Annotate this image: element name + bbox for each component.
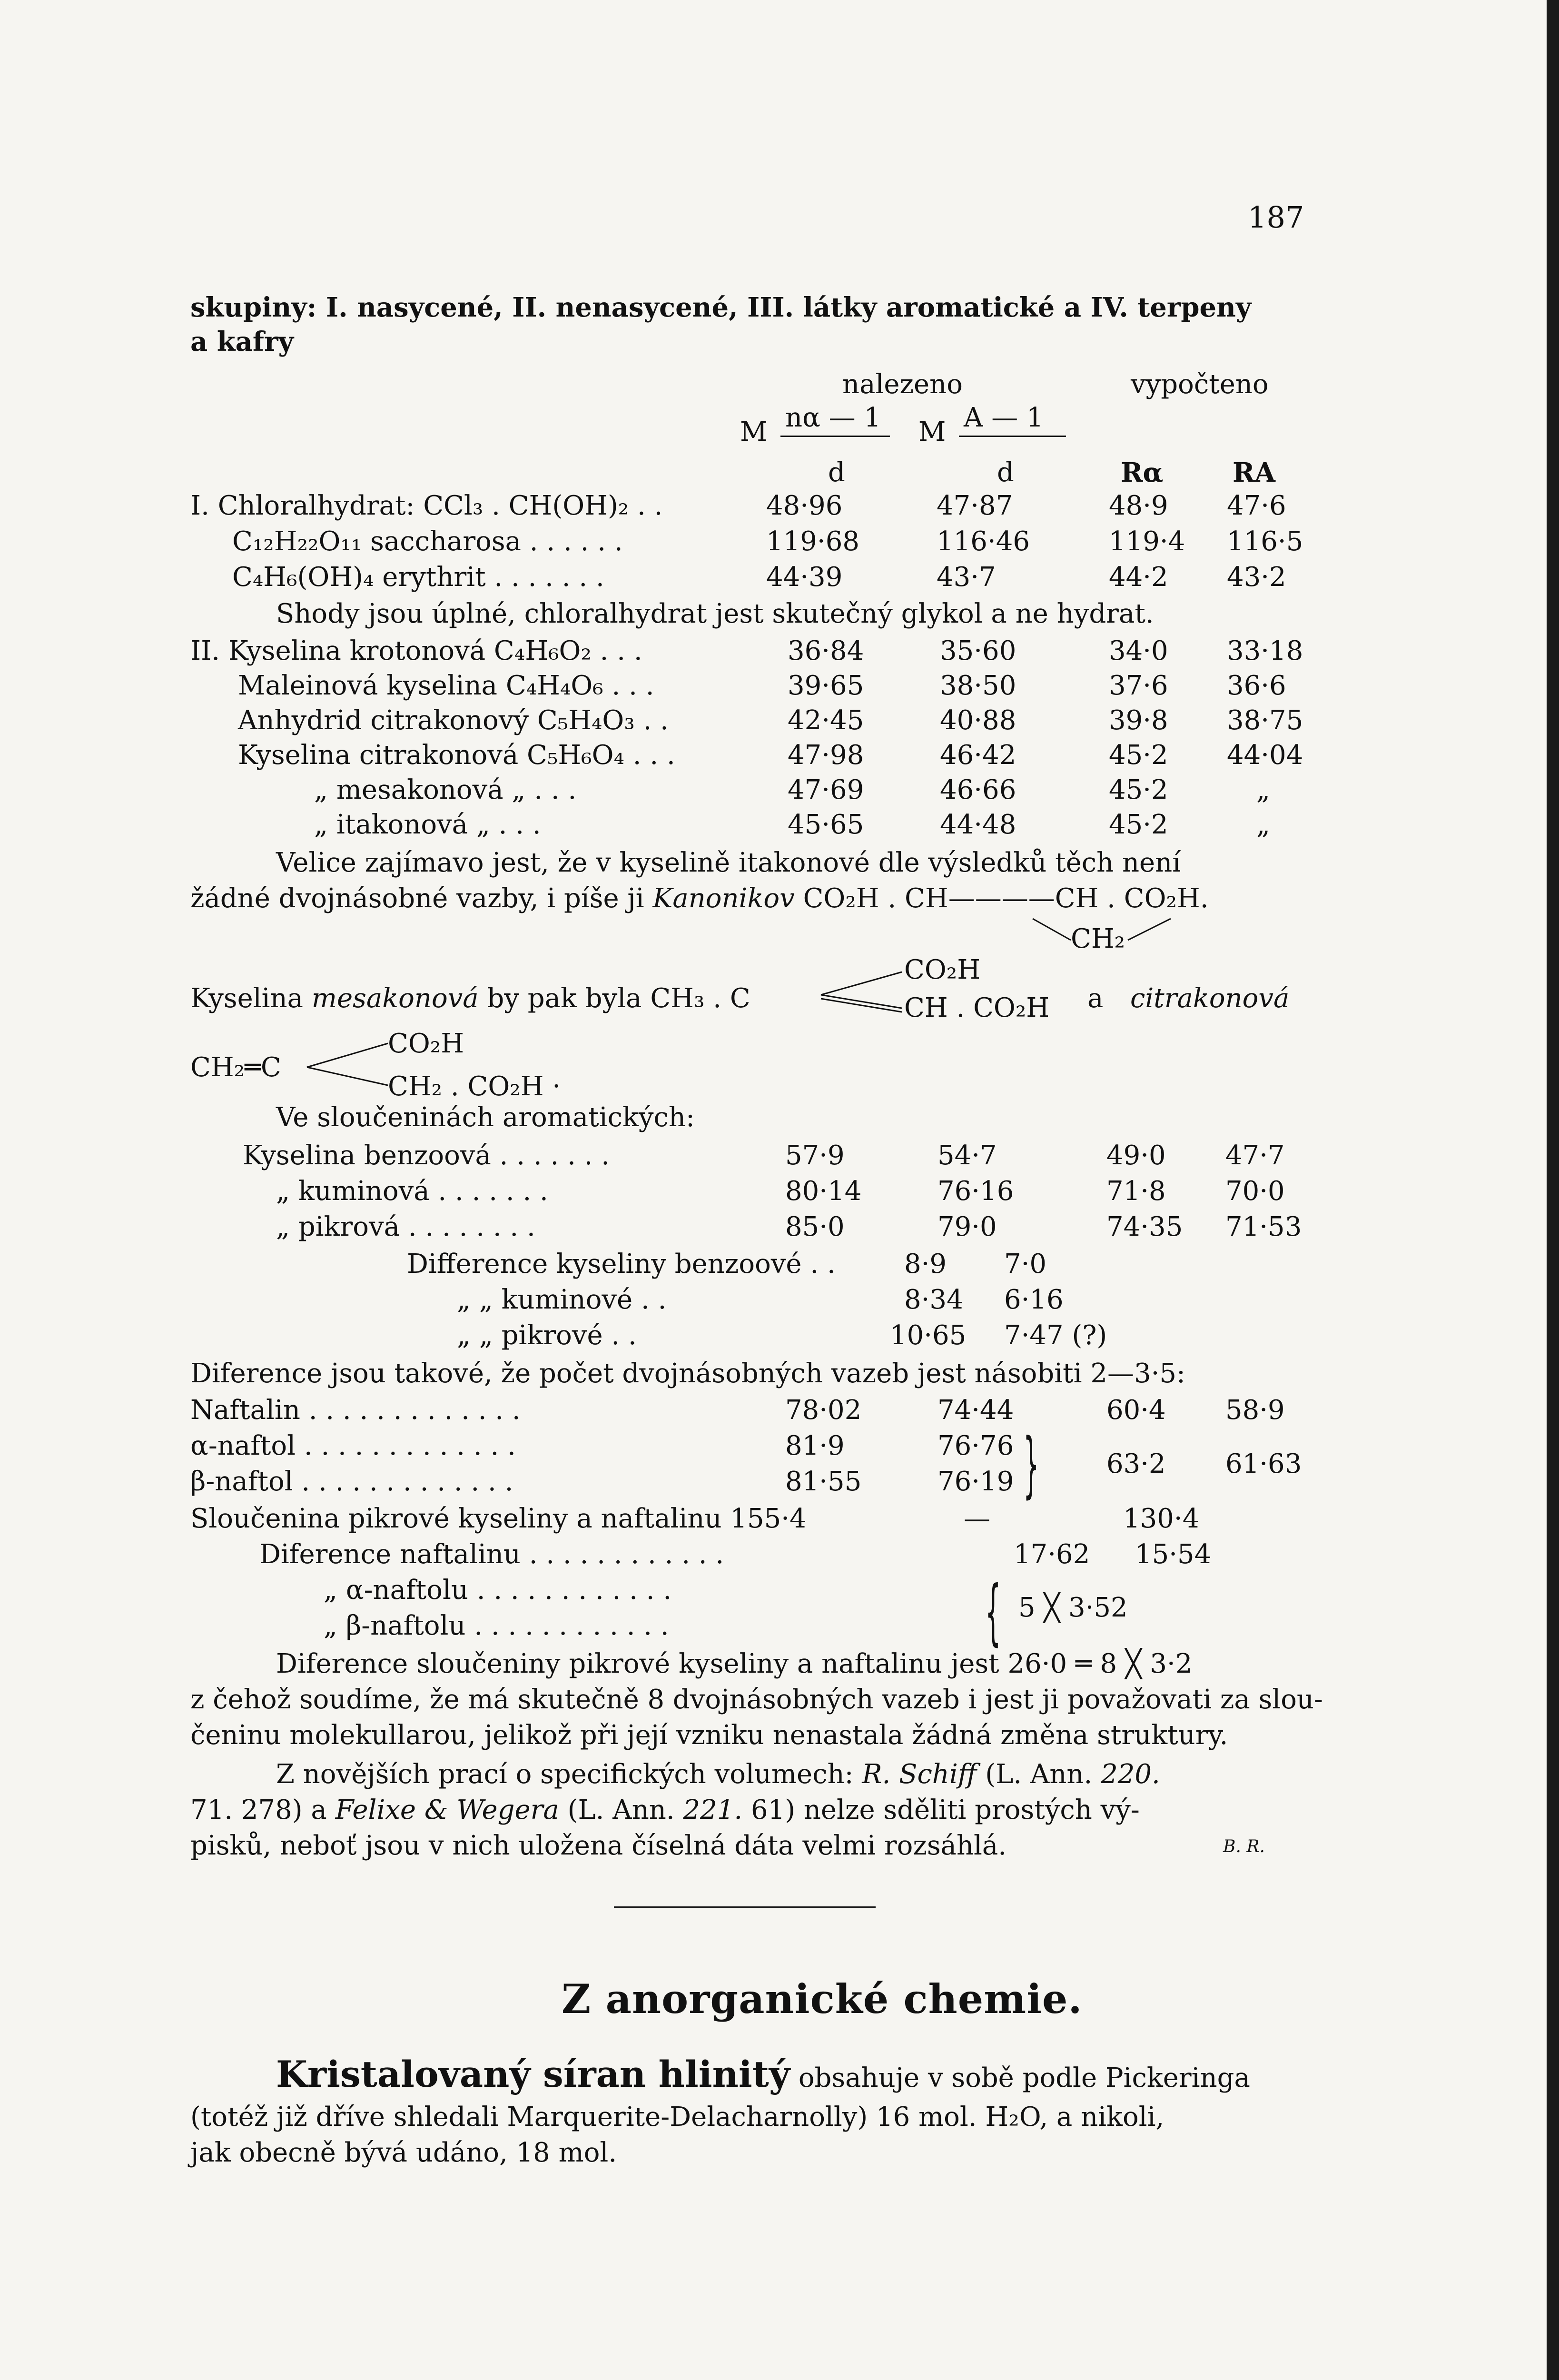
final-bold: Kristalovaný síran hlinitý xyxy=(276,2053,790,2095)
g2-r2-label: Maleinová kyselina C₄H₄O₆ . . . xyxy=(238,670,654,701)
diff-r2-label: „ „ kuminové . . xyxy=(457,1284,667,1315)
g2-r5-v2: 46·66 xyxy=(940,774,1016,805)
g4-r2-label: α-naftol . . . . . . . . . . . . . xyxy=(190,1430,516,1461)
g4-r1-label: Naftalin . . . . . . . . . . . . . xyxy=(190,1395,521,1426)
g4-r1-v2: 74·44 xyxy=(937,1395,1014,1426)
diff-r1-a: 8·9 xyxy=(904,1249,947,1279)
header-r-alpha: Rα xyxy=(1121,457,1164,488)
g2-r6-label: „ itakonová „ . . . xyxy=(314,809,541,840)
header-vypocteno: vypočteno xyxy=(1131,369,1269,400)
diff-r1-b: 7·0 xyxy=(1004,1249,1047,1279)
itakon-line-1: Velice zajímavo jest, že v kyselině itakonové dle výsledků těch není xyxy=(276,847,1181,878)
g3-r3-v2: 79·0 xyxy=(937,1211,997,1242)
g3-r3-v3: 74·35 xyxy=(1106,1211,1183,1242)
g1-r3-v1: 44·39 xyxy=(766,562,843,593)
diff-r3-b: 7·47 (?) xyxy=(1004,1320,1107,1351)
mesakon-line xyxy=(190,985,750,1012)
frac2-num: A — 1 xyxy=(964,402,1044,433)
g3-r1-v3: 49·0 xyxy=(1106,1140,1166,1171)
mesakon-conj: a xyxy=(1087,983,1104,1014)
g1-r3-v3: 44·2 xyxy=(1109,562,1168,593)
g2-r3-v2: 40·88 xyxy=(940,705,1016,736)
g1-r3-v2: 43·7 xyxy=(937,562,996,593)
refs-line-1 xyxy=(276,1761,1160,1788)
frac1-den: d xyxy=(828,457,845,488)
g2-r1-v4: 33·18 xyxy=(1227,635,1303,666)
g2-r4-v3: 45·2 xyxy=(1109,740,1168,771)
g4-r1-v4: 58·9 xyxy=(1225,1395,1285,1426)
g2-r1-v1: 36·84 xyxy=(788,635,864,666)
pdiff-r2-label: „ α-naftolu . . . . . . . . . . . . xyxy=(324,1575,672,1606)
refs-p2b: (L. Ann. xyxy=(567,1795,675,1825)
header-nalezeno: nalezeno xyxy=(842,369,963,400)
g2-r2-v2: 38·50 xyxy=(940,670,1016,701)
g1-r1-v3: 48·9 xyxy=(1109,490,1168,521)
pdiff-r1-label: Diference naftalinu . . . . . . . . . . . . xyxy=(259,1539,724,1570)
refs-p1b: (L. Ann. xyxy=(985,1759,1093,1790)
g4-r2-v1: 81·9 xyxy=(785,1430,845,1461)
citrakon-left: CH₂═C xyxy=(190,1052,281,1083)
g1-r2-v3: 119·4 xyxy=(1109,526,1185,557)
aromatic-heading: Ve sloučeninách aromatických: xyxy=(276,1102,695,1133)
frac2-den: d xyxy=(997,457,1014,488)
itakon-line-2a: žádné dvojnásobné vazby, i píše ji xyxy=(190,883,644,914)
g2-r6-v1: 45·65 xyxy=(788,809,864,840)
mesakon-bonds xyxy=(819,966,904,1014)
conclusion-line-3: čeninu molekullarou, jelikož při její vzniku nenastala žádná změna struktury. xyxy=(190,1720,1228,1751)
g2-r3-v1: 42·45 xyxy=(788,705,864,736)
mesakon-top: CO₂H xyxy=(904,954,981,985)
g2-r5-v4: „ xyxy=(1256,774,1271,805)
frac1-line xyxy=(780,436,890,437)
g2-r1-label: II. Kyselina krotonová C₄H₆O₂ . . . xyxy=(190,635,642,666)
naftol-v4: 61·63 xyxy=(1225,1448,1302,1479)
g1-r1-label: I. Chloralhydrat: CCl₃ . CH(OH)₂ . . xyxy=(190,490,663,521)
section-title: Z anorganické chemie. xyxy=(562,1975,1083,2023)
g2-r3-v4: 38·75 xyxy=(1227,705,1303,736)
frac1-m: M xyxy=(740,416,768,447)
final-line-1 xyxy=(276,2053,1250,2095)
refs-p2d: 61) nelze sděliti prostých vý- xyxy=(750,1795,1140,1825)
pdiff-r1-b: 15·54 xyxy=(1135,1539,1212,1570)
page-number: 187 xyxy=(1248,200,1304,235)
g1-r2-label: C₁₂H₂₂O₁₁ saccharosa . . . . . . xyxy=(232,526,623,557)
picrate-v3: 130·4 xyxy=(1123,1503,1200,1534)
g2-r2-v4: 36·6 xyxy=(1227,670,1286,701)
g3-r1-v4: 47·7 xyxy=(1225,1140,1285,1171)
diff-r3-a: 10·65 xyxy=(890,1320,967,1351)
refs-line-2 xyxy=(190,1797,1140,1824)
g4-r3-v2: 76·19 xyxy=(937,1466,1014,1497)
intro-line-1: skupiny: I. nasycené, II. nenasycené, III. látky aromatické a IV. terpeny xyxy=(190,292,1252,323)
itakon-formula: CO₂H . CH————CH . CO₂H. xyxy=(803,883,1209,914)
g3-r3-v1: 85·0 xyxy=(785,1211,845,1242)
naftol-brace: } xyxy=(1023,1423,1039,1506)
mesakon-bottom: CH . CO₂H xyxy=(904,992,1050,1023)
citrakon-bottom: CH₂ . CO₂H · xyxy=(388,1071,561,1102)
g2-r6-v4: „ xyxy=(1256,809,1271,840)
mesakon-prefix: Kyselina xyxy=(190,983,304,1014)
refs-p2c: 221. xyxy=(683,1795,743,1825)
g1-r2-v1: 119·68 xyxy=(766,526,859,557)
signature: B. R. xyxy=(1223,1837,1265,1856)
author-kanonikov: Kanonikov xyxy=(652,883,795,914)
g2-r5-label: „ mesakonová „ . . . xyxy=(314,774,577,805)
g2-r4-v2: 46·42 xyxy=(940,740,1016,771)
group1-note: Shody jsou úplné, chloralhydrat jest skutečný glykol a ne hydrat. xyxy=(276,598,1154,629)
g3-r2-v2: 76·16 xyxy=(937,1176,1014,1207)
g2-r5-v1: 47·69 xyxy=(788,774,864,805)
g3-r2-v3: 71·8 xyxy=(1106,1176,1166,1207)
g1-r1-v1: 48·96 xyxy=(766,490,843,521)
conclusion-line-2: z čehož soudíme, že má skutečně 8 dvojnásobných vazeb i jest ji považovati za slou- xyxy=(190,1684,1323,1715)
diff-r2-b: 6·16 xyxy=(1004,1284,1064,1315)
g3-r1-v1: 57·9 xyxy=(785,1140,845,1171)
diff-r1-label: Difference kyseliny benzoové . . xyxy=(407,1249,836,1279)
picrate-label: Sloučenina pikrové kyseliny a naftalinu 155·4 xyxy=(190,1503,807,1534)
g2-r4-v4: 44·04 xyxy=(1227,740,1303,771)
final-line-3: jak obecně bývá udáno, 18 mol. xyxy=(190,2137,617,2168)
g3-r2-v4: 70·0 xyxy=(1225,1176,1285,1207)
diff-r2-a: 8·34 xyxy=(904,1284,964,1315)
intro-line-2: a kafry xyxy=(190,326,294,357)
refs-line-3: pisků, neboť jsou v nich uložena číselná dáta velmi rozsáhlá. xyxy=(190,1830,1007,1861)
g4-r2-v2: 76·76 xyxy=(937,1430,1014,1461)
itakon-line-2 xyxy=(190,885,1209,912)
g2-r2-v1: 39·65 xyxy=(788,670,864,701)
frac1-num: nα — 1 xyxy=(785,402,881,433)
refs-p1a: Z novějších prací o specifických volumech: xyxy=(276,1759,854,1790)
g2-r1-v2: 35·60 xyxy=(940,635,1016,666)
citrakon-bonds xyxy=(305,1038,390,1090)
final-line-2: (totéž již dříve shledali Marquerite-Delacharnolly) 16 mol. H₂O, a nikoli, xyxy=(190,2102,1164,2132)
g3-r3-v4: 71·53 xyxy=(1225,1211,1302,1242)
frac2-m: M xyxy=(918,416,946,447)
g1-r1-v4: 47·6 xyxy=(1227,490,1286,521)
refs-p2a: 71. 278) a xyxy=(190,1795,327,1825)
g2-r6-v2: 44·48 xyxy=(940,809,1016,840)
diff-r3-label: „ „ pikrové . . xyxy=(457,1320,637,1351)
g1-r3-label: C₄H₆(OH)₄ erythrit . . . . . . . xyxy=(232,562,604,593)
g2-r5-v3: 45·2 xyxy=(1109,774,1168,805)
author-felixe-wegera: Felixe & Wegera xyxy=(335,1795,559,1825)
naftolu-value: 5 ╳ 3·52 xyxy=(1018,1592,1128,1623)
citrakon-name: citrakonová xyxy=(1130,983,1290,1014)
g1-r2-v4: 116·5 xyxy=(1227,526,1303,557)
g3-r2-label: „ kuminová . . . . . . . xyxy=(276,1176,548,1207)
g1-r3-v4: 43·2 xyxy=(1227,562,1286,593)
g3-r2-v1: 80·14 xyxy=(785,1176,862,1207)
g2-r3-label: Anhydrid citrakonový C₅H₄O₃ . . xyxy=(238,705,669,736)
g4-r1-v3: 60·4 xyxy=(1106,1395,1166,1426)
frac2-line xyxy=(959,436,1066,437)
final-line1-rest: obsahuje v sobě podle Pickeringa xyxy=(798,2063,1250,2093)
g2-r1-v3: 34·0 xyxy=(1109,635,1168,666)
pdiff-r1-a: 17·62 xyxy=(1014,1539,1090,1570)
g2-r2-v3: 37·6 xyxy=(1109,670,1168,701)
picrate-dash: — xyxy=(964,1503,990,1534)
naftolu-brace: { xyxy=(985,1571,1001,1654)
g2-r6-v3: 45·2 xyxy=(1109,809,1168,840)
g1-r1-v2: 47·87 xyxy=(937,490,1013,521)
g3-r1-v2: 54·7 xyxy=(937,1140,997,1171)
g1-r2-v2: 116·46 xyxy=(937,526,1030,557)
diff-note: Diference jsou takové, že počet dvojnásobných vazeb jest násobiti 2—3·5: xyxy=(190,1358,1185,1389)
g4-r3-label: β-naftol . . . . . . . . . . . . . xyxy=(190,1466,513,1497)
conclusion-line-1: Diference sloučeniny pikrové kyseliny a naftalinu jest 26·0 ═ 8 ╳ 3·2 xyxy=(276,1648,1193,1679)
g2-r4-v1: 47·98 xyxy=(788,740,864,771)
author-schiff: R. Schiff xyxy=(862,1759,977,1790)
g4-r3-v1: 81·55 xyxy=(785,1466,862,1497)
g4-r1-v1: 78·02 xyxy=(785,1395,862,1426)
mesakon-name: mesakonová xyxy=(311,983,479,1014)
itakon-bridge: CH₂ xyxy=(1071,923,1125,954)
g3-r1-label: Kyselina benzoová . . . . . . . xyxy=(243,1140,610,1171)
g2-r4-label: Kyselina citrakonová C₅H₆O₄ . . . xyxy=(238,740,675,771)
section-divider xyxy=(614,1906,876,1908)
g2-r3-v3: 39·8 xyxy=(1109,705,1168,736)
header-r-a: RA xyxy=(1233,457,1275,488)
g3-r3-label: „ pikrová . . . . . . . . xyxy=(276,1211,535,1242)
citrakon-top: CO₂H xyxy=(388,1028,464,1059)
naftol-v3: 63·2 xyxy=(1106,1448,1166,1479)
page-edge xyxy=(1547,0,1559,2380)
mesakon-middle: by pak byla CH₃ . C xyxy=(487,983,750,1014)
refs-p1c: 220. xyxy=(1101,1759,1160,1790)
pdiff-r3-label: „ β-naftolu . . . . . . . . . . . . xyxy=(324,1610,669,1641)
